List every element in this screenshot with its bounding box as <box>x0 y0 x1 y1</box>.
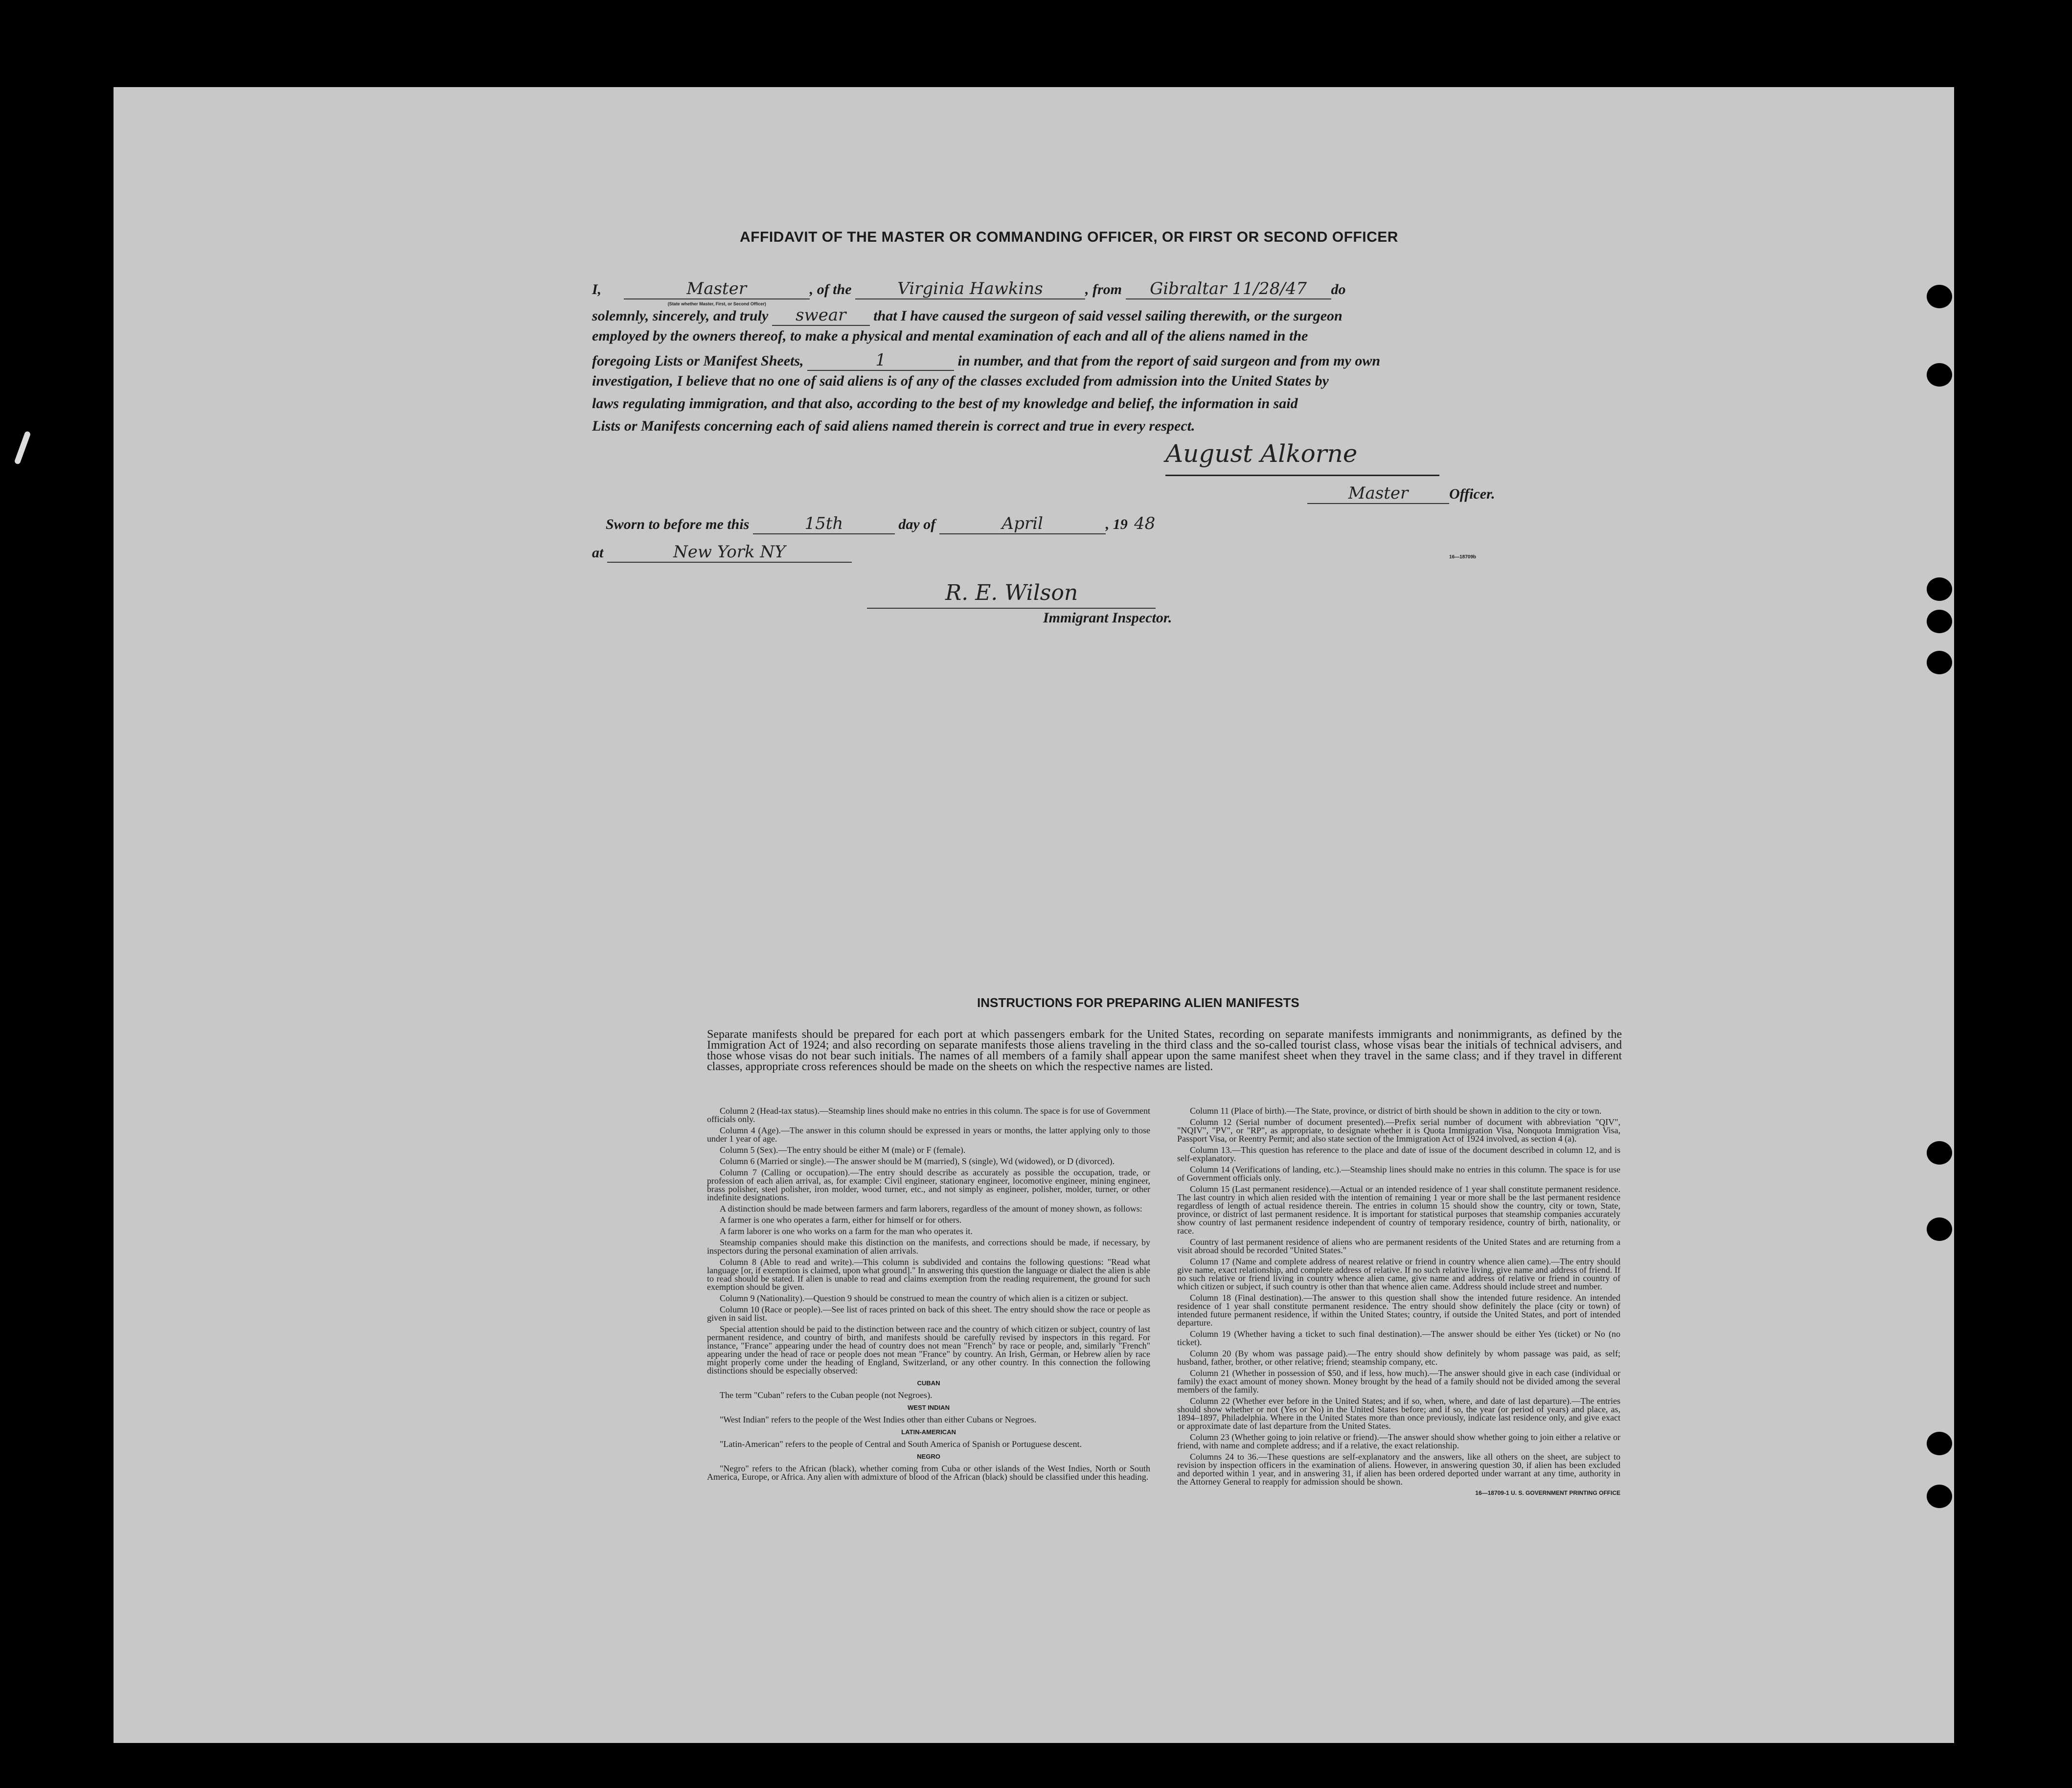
foregoing-text: foregoing Lists or Manifest Sheets, <box>592 353 804 369</box>
instruction-paragraph: Column 21 (Whether in possession of $50, and if less, how much).—The answer should give in each case (individual or family) the exact amount of money shown. Money brought by the head of a family should not be divided among the several members of the family. <box>1177 1368 1620 1395</box>
affidavit-line-7: Lists or Manifests concerning each of said aliens named therein is correct and true in every respect. <box>592 418 1195 434</box>
affidavit-title: AFFIDAVIT OF THE MASTER OR COMMANDING OFFICER, OR FIRST OR SECOND OFFICER <box>740 229 1398 245</box>
master-signature: August Alkorne <box>1165 439 1358 468</box>
instruction-paragraph: Steamship companies should make this distinction on the manifests, and corrections should be made, if necessary, by inspectors during the personal examination of alien arrivals. <box>707 1238 1150 1256</box>
port-date-field: Gibraltar 11/28/47 <box>1126 279 1331 299</box>
binder-hole <box>1927 1485 1952 1508</box>
instruction-paragraph: Special attention should be paid to the distinction between race and the country of which citizen or subject, country of last permanent residence, and country of birth, and manifests should be carefully revised by inspectors in this regard. For instance, "France" appearing under the head of country does not mean "French" by race or people, and, similarly "French" appearing under the head of race or people does not mean "France" by country. An Irish, German, or Hebrew alien by race might properly come under the heading of England, Switzerland, or any other country. In this connection the following distinctions should be especially observed: <box>707 1324 1150 1375</box>
year-prefix: , 19 <box>1105 516 1128 532</box>
binder-hole <box>1927 610 1952 633</box>
of-the-label: , of the <box>809 281 852 298</box>
vessel-field: Virginia Hawkins <box>855 279 1085 299</box>
signature-line <box>1165 475 1439 476</box>
instruction-paragraph: Column 2 (Head-tax status).—Steamship lines should make no entries in this column. The space is for use of Government officials only. <box>707 1106 1150 1124</box>
binder-hole <box>1927 577 1952 601</box>
at-line <box>592 542 852 563</box>
inspector-signature: R. E. Wilson <box>945 580 1078 605</box>
affidavit-line-1 <box>592 279 1346 306</box>
instruction-paragraph: Columns 24 to 36.—These questions are self-explanatory and the answers, like all others on the sheet, are subject to revision by inspection officers in the examination of aliens. However, in answering question 30, if alien has been excluded and deported within 1 year, and in answering 31, if alien has been ordered deported under warrant at any time, authority in the Attorney General to reapply for admission should be shown. <box>1177 1452 1620 1487</box>
instructions-intro: Separate manifests should be prepared for each port at which passengers embark for the United States, recording on separate manifests immigrants and nonimmigrants, as defined by the Immigration Act of 1924; and also recording on separate manifests those aliens traveling in the third class and the so-called tourist class, whose visas bear the initials of technical advisers, and those whose visas do not bear such initials. The names of all members of a family shall appear upon the same manifest sheet when they travel in the same class; and if they travel in different classes, appropriate cross references should be made on the sheets on which the respective names are listed. <box>707 1028 1622 1073</box>
scan-artifact <box>14 431 31 465</box>
in-number-text: in number, and that from the report of said surgeon and from my own <box>957 353 1381 369</box>
officer-rank-field: Master <box>1307 483 1449 504</box>
instruction-paragraph: Column 23 (Whether going to join relative or friend).—The answer should show whether going to join either a relative or friend, with name and complete address; and if a relative, the exact relationship. <box>1177 1432 1620 1450</box>
instruction-paragraph: A farm laborer is one who works on a farm for the man who operates it. <box>720 1226 973 1236</box>
sworn-line <box>606 514 1162 534</box>
affidavit-i: I, <box>592 281 602 298</box>
instruction-paragraph: Column 11 (Place of birth).—The State, province, or district of birth should be shown in addition to the city or town. <box>1190 1106 1602 1116</box>
sworn-label: Sworn to before me this <box>606 516 750 532</box>
instruction-paragraph: Column 22 (Whether ever before in the United States; and if so, when, where, and date of last departure).—The entries should show whether or not (Yes or No) in the United States before; and if so, the year (or period of years) and place, as, 1894–1897, Philadelphia. Where in the United States more than once previously, indicate last residence only, and give exact or approximate date of last departure from the United States. <box>1177 1396 1620 1431</box>
instruction-paragraph: Column 9 (Nationality).—Question 9 should be construed to mean the country of which alien is a citizen or subject. <box>720 1293 1128 1303</box>
cuban-heading: CUBAN <box>917 1379 940 1387</box>
binder-hole <box>1927 651 1952 674</box>
binder-hole <box>1927 1141 1952 1165</box>
printing-office-footer: 16—18709-1 U. S. GOVERNMENT PRINTING OFFICE <box>1475 1490 1620 1496</box>
latin-american-heading: LATIN-AMERICAN <box>901 1428 956 1436</box>
officer-line <box>1307 483 1495 504</box>
instruction-paragraph: Column 7 (Calling or occupation).—The entry should describe as accurately as possible the occupation, trade, or profession of each alien arrival, as, for example: Civil engineer, stationary engineer, locomotive engineer, mining engineer, brass polisher, steel polisher, iron molder, wood turner, etc., and not simply as engineer, polisher, molder, turner, or other indefinite designations. <box>707 1168 1150 1202</box>
caused-text: that I have caused the surgeon of said vessel sailing therewith, or the surgeon <box>873 308 1343 324</box>
instruction-paragraph: Column 17 (Name and complete address of nearest relative or friend in country whence alien came).—The entry should give name, exact relationship, and complete address of relative. If no such relative living, give name and address of friend. If no such relative or friend living in country whence alien came, give name and address of relative or friend in country of which citizen or subject, if such country is other than that whence alien came. Address should include street and number. <box>1177 1257 1620 1291</box>
rank-field <box>624 279 810 306</box>
sworn-month-field: April <box>939 514 1106 534</box>
swear-field: swear <box>772 305 870 326</box>
instruction-paragraph: A farmer is one who operates a farm, either for himself or for others. <box>720 1215 962 1225</box>
instruction-paragraph: Column 5 (Sex).—The entry should be either M (male) or F (female). <box>720 1145 966 1155</box>
binder-hole <box>1927 1432 1952 1455</box>
instruction-paragraph: Column 12 (Serial number of document presented).—Prefix serial number of document with abbreviation "QIV", "NQIV", "PV", or "RP", as appropriate, to designate whether it is Quota Immigration Visa, Nonquota Immigration Visa, Passport Visa, or Reentry Permit; and also state section of the Immigration Act of 1924 involved, as section 4 (a). <box>1177 1117 1620 1144</box>
sworn-day-field: 15th <box>753 514 895 534</box>
inspector-label: Immigrant Inspector. <box>1043 610 1172 626</box>
year-suffix: 48 <box>1134 514 1156 533</box>
instruction-paragraph: Column 20 (By whom was passage paid).—The entry should show definitely by whom passage was paid, as self; husband, father, brother, or other relative; friend; steamship company, etc. <box>1177 1349 1620 1367</box>
affidavit-line-2 <box>592 305 1343 326</box>
instruction-paragraph: A distinction should be made between farmers and farm laborers, regardless of the amount of money shown, as follows: <box>720 1204 1142 1214</box>
rank-value: Master <box>686 279 747 298</box>
instructions-title: INSTRUCTIONS FOR PREPARING ALIEN MANIFESTS <box>977 995 1299 1010</box>
negro-text: "Negro" refers to the African (black), whether coming from Cuba or other islands of the West Indies, North or South America, Europe, or Africa. Any alien with admixture of blood of the African (black) should be classified under this heading. <box>707 1464 1150 1482</box>
instruction-paragraph: Country of last permanent residence of aliens who are permanent residents of the United States and are returning from a visit abroad should be recorded "United States." <box>1177 1237 1620 1255</box>
instruction-paragraph: Column 18 (Final destination).—The answer to this question shall show the intended future residence. An intended residence of 1 year shall constitute permanent residence. The entry should show definitely the place (city or town) of intended future permanent residence, if within the United States; country, if outside the United States, and port of intended departure. <box>1177 1293 1620 1328</box>
affidavit-line-6: laws regulating immigration, and that also, according to the best of my knowledge and belief, the information in said <box>592 395 1298 412</box>
affidavit-line-4 <box>592 350 1380 371</box>
day-of-label: day of <box>898 516 936 532</box>
rank-caption: (State whether Master, First, or Second Officer) <box>667 301 766 306</box>
west-indian-text: "West Indian" refers to the people of the West Indies other than either Cubans or Negroes. <box>720 1415 1037 1424</box>
officer-label: Officer. <box>1449 486 1495 502</box>
instruction-paragraph: Column 14 (Verifications of landing, etc.).—Steamship lines should make no entries in this column. The space is for use of Government officials only. <box>1177 1165 1620 1183</box>
instruction-paragraph: Column 8 (Able to read and write).—This column is subdivided and contains the following questions: "Read what language [or, if exemption is claimed, upon what ground]." In answering this question the language or dialect the alien is able to read should be stated. If alien is unable to read and claims exemption from the reading requirement, the ground for such exemption should be given. <box>707 1257 1150 1292</box>
latin-american-text: "Latin-American" refers to the people of Central and South America of Spanish or Portuguese descent. <box>720 1439 1082 1449</box>
location-field: New York NY <box>607 542 852 563</box>
instruction-paragraph: Column 4 (Age).—The answer in this column should be expressed in years or months, the latter applying only to those under 1 year of age. <box>707 1125 1150 1144</box>
binder-hole <box>1927 363 1952 387</box>
instruction-paragraph: Column 10 (Race or people).—See list of races printed on back of this sheet. The entry should show the race or people as given in said list. <box>707 1305 1150 1323</box>
inspector-signature-line <box>867 608 1156 609</box>
from-label: , from <box>1085 281 1122 298</box>
instructions-left-column <box>707 1107 1150 1484</box>
west-indian-heading: WEST INDIAN <box>908 1404 950 1411</box>
at-label: at <box>592 545 604 561</box>
sheets-count-field: 1 <box>807 350 954 371</box>
cuban-text: The term "Cuban" refers to the Cuban people (not Negroes). <box>720 1390 933 1400</box>
instruction-paragraph: Column 13.—This question has reference to the place and date of issue of the document described in column 12, and is self-explanatory. <box>1177 1145 1620 1163</box>
do-label: do <box>1331 281 1346 298</box>
binder-hole <box>1927 1217 1952 1241</box>
negro-heading: NEGRO <box>917 1453 940 1460</box>
instruction-paragraph: Column 15 (Last permanent residence).—Actual or an intended residence of 1 year shall constitute permanent residence. The last country in which alien resided with the intention of remaining 1 year or more shall be the last permanent residence regardless of length of actual residence therein. The entries in column 15 should show the country, city or town, State, province, or district of last permanent residence. It is important for statistical purposes that steamship companies accurately show country of last permanent residence independent of country of temporary residence, country of birth, nationality, or race. <box>1177 1184 1620 1236</box>
affidavit-line-3: employed by the owners thereof, to make a physical and mental examination of each and all of the aliens named in the <box>592 328 1308 344</box>
affidavit-form-number: 16—18709b <box>1449 554 1477 560</box>
manifest-sheet <box>114 87 1954 1743</box>
instruction-paragraph: Column 6 (Married or single).—The answer should be M (married), S (single), Wd (widowed), or D (divorced). <box>720 1156 1115 1166</box>
instruction-paragraph: Column 19 (Whether having a ticket to such final destination).—The answer should be either Yes (ticket) or No (no ticket). <box>1177 1329 1620 1347</box>
instructions-right-column <box>1177 1107 1620 1500</box>
binder-hole <box>1927 285 1952 308</box>
solemnly-text: solemnly, sincerely, and truly <box>592 308 769 324</box>
affidavit-line-5: investigation, I believe that no one of said aliens is of any of the classes excluded from admission into the United States by <box>592 373 1329 389</box>
